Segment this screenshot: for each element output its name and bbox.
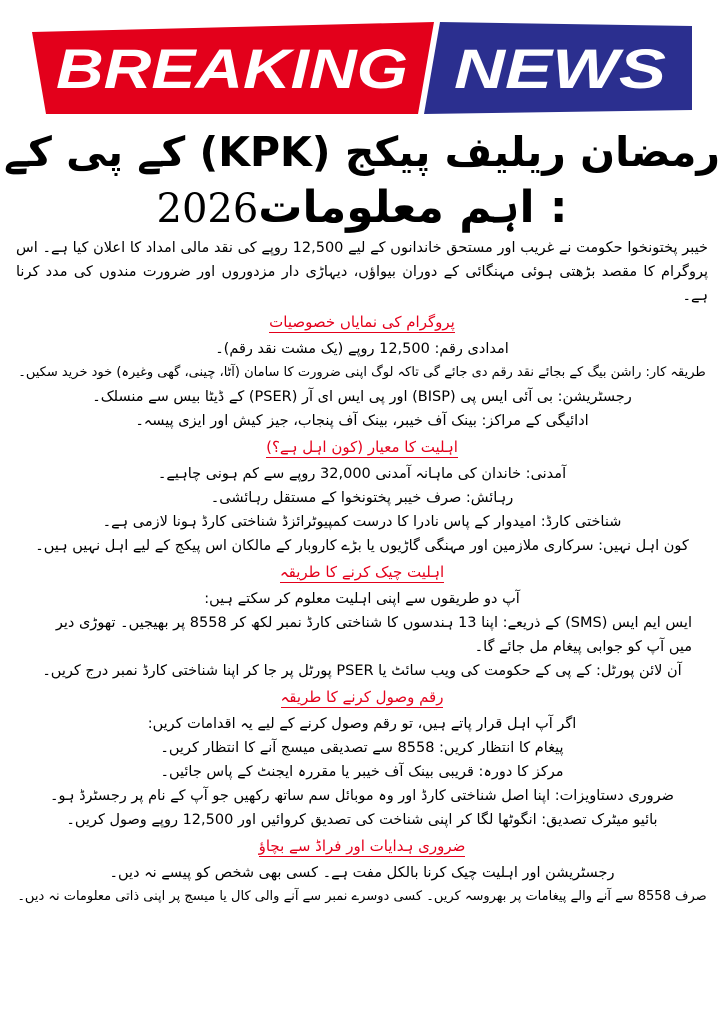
feature-item: طریقہ کار: راشن بیگ کے بجائے نقد رقم دی جائے گی تاکہ لوگ اپنی ضرورت کا سامان (آٹا، چینی، گھی وغیرہ) خود خرید سکیں۔ [18, 365, 706, 380]
check-item: ایس ایم ایس (SMS) کے ذریعے: اپنا 13 ہندسوں کا شناختی کارڈ نمبر لکھ کر 8558 پر بھیجیں۔ تھوڑی دیر میں آپ کو جوابی پیغام مل جائے گا۔ [55, 615, 692, 655]
banner-breaking-word: BREAKING [56, 37, 408, 100]
feature-item: امدادی رقم: 12,500 روپے (یک مشت نقد رقم)۔ [215, 341, 509, 357]
eligibility-item: کون اہل نہیں: سرکاری ملازمین اور مہنگی گاڑیوں یا بڑے کاروبار کے مالکان اس پیکج کے لیے اہل نہیں ہیں۔ [35, 538, 689, 554]
receive-heading: رقم وصول کرنے کا طریقہ [280, 688, 444, 706]
receive-item: اگر آپ اہل قرار پاتے ہیں، تو رقم وصول کرنے کے لیے یہ اقدامات کریں: [147, 716, 577, 732]
receive-item: پیغام کا انتظار کریں: 8558 سے تصدیقی میسج آنے کا انتظار کریں۔ [160, 740, 564, 756]
receive-item: ضروری دستاویزات: اپنا اصل شناختی کارڈ اور وہ موبائل سم ساتھ رکھیں جو آپ کے نام پر رجسٹرڈ ہو۔ [49, 788, 674, 804]
check-item: آن لائن پورٹل: کے پی کے حکومت کی ویب سائٹ یا PSER پورٹل پر جا کر اپنا شناختی کارڈ نمبر درج کریں۔ [42, 663, 682, 679]
page-title-line2 [0, 180, 724, 237]
receive-item: مرکز کا دورہ: قریبی بینک آف خیبر یا مقررہ ایجنٹ کے پاس جائیں۔ [160, 764, 564, 780]
features-heading: پروگرام کی نمایاں خصوصیات [269, 313, 455, 331]
check-item: آپ دو طریقوں سے اپنی اہلیت معلوم کر سکتے ہیں: [204, 591, 520, 607]
banner-graphic [32, 22, 692, 114]
eligibility-item: آمدنی: خاندان کی ماہانہ آمدنی 32,000 روپے سے کم ہونی چاہیے۔ [157, 466, 567, 482]
receive-item: بائیو میٹرک تصدیق: انگوٹھا لگا کر اپنی شناخت کی تصدیق کروائیں اور 12,500 روپے وصول کریں۔ [66, 812, 658, 828]
breaking-news-banner [32, 22, 692, 114]
eligibility-item: شناختی کارڈ: امیدوار کے پاس نادرا کا درست کمپیوٹرائزڈ شناختی کارڈ ہونا لازمی ہے۔ [102, 514, 622, 530]
warning-item: رجسٹریشن اور اہلیت چیک کرنا بالکل مفت ہے۔ کسی بھی شخص کو پیسے نہ دیں۔ [109, 865, 615, 881]
eligibility-item: رہائش: صرف خیبر پختونخوا کے مستقل رہائشی۔ [210, 490, 514, 506]
eligibility-heading: اہلیت کا معیار (کون اہل ہے؟) [266, 438, 458, 456]
check-heading: اہلیت چیک کرنے کا طریقہ [279, 563, 445, 581]
warnings-heading: ضروری ہدایات اور فراڈ سے بچاؤ [258, 837, 466, 855]
warning-item: صرف 8558 سے آنے والے پیغامات پر بھروسہ کریں۔ کسی دوسرے نمبر سے آنے والی کال یا میسج پر اپنی ذاتی معلومات نہ دیں۔ [17, 889, 707, 904]
page-title-line1: کے پی کے (KPK) رمضان ریلیف پیکج [4, 128, 720, 176]
intro-paragraph: خیبر پختونخوا حکومت نے غریب اور مستحق خاندانوں کے لیے 12,500 روپے کی نقد مالی امداد کا اعلان کیا ہے۔ اس پروگرام کا مقصد بڑھتی ہوئی مہنگائی کے دوران بیواؤں، دیہاڑی دار مزدوروں اور ضرورت مندوں کی مدد کرنا ہے۔ [16, 240, 708, 304]
article-body [16, 236, 708, 909]
feature-item: رجسٹریشن: بی آئی ایس پی (BISP) اور پی ایس ای آر (PSER) کے ڈیٹا بیس سے منسلک۔ [92, 389, 632, 405]
banner-news-word: NEWS [454, 37, 666, 100]
feature-item: ادائیگی کے مراکز: بینک آف خیبر، بینک آف پنجاب، جیز کیش اور ایزی پیسہ۔ [135, 413, 589, 429]
title-year: 2026 [156, 186, 259, 232]
title-text: : اہم معلومات [258, 182, 568, 233]
